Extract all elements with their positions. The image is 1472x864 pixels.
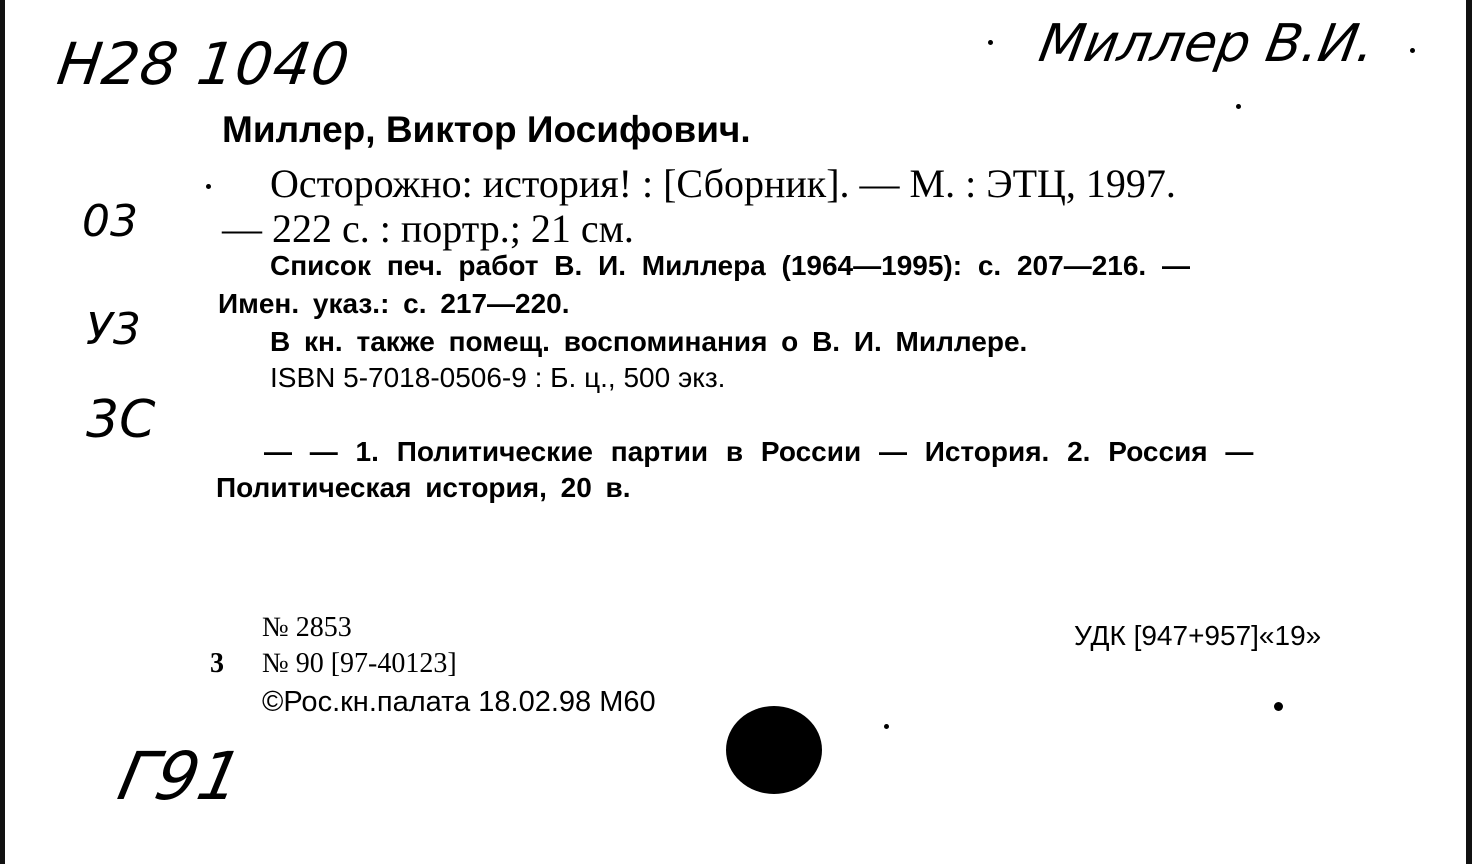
handwritten-author-note: Миллер В.И. [1034,14,1380,74]
footer-udk: УДК [947+957]«19» [1074,620,1322,651]
footer-copyright: ©Рос.кн.палата 18.02.98 М60 [262,686,656,718]
entry-note-line-1: Список печ. работ В. И. Миллера (1964—1995): с. 207—216. — [270,250,1190,281]
ink-dot [1274,702,1283,711]
card-left-edge [0,0,5,864]
entry-isbn: ISBN 5-7018-0506-9 : Б. ц., 500 экз. [270,362,726,393]
entry-subjects-line-2: Политическая история, 20 в. [216,472,631,503]
footer-number-1: № 2853 [262,612,352,643]
handwritten-shelf-mark: Н28 1040 [53,30,355,98]
footer-number-prefix: 3 [210,648,224,679]
ink-dot [988,40,993,45]
ink-dot [206,184,211,189]
entry-note-line-3: В кн. также помещ. воспоминания о В. И. Миллере. [270,326,1028,357]
footer-number-2: № 90 [97-40123] [262,648,457,679]
card-right-edge [1466,0,1472,864]
ink-dot [1236,104,1241,109]
entry-title: Осторожно: история! : [Сборник]. — М. : ЭТЦ, 1997. [270,161,1176,206]
entry-physical-description: — 222 с. : портр.; 21 см. [222,206,634,251]
ink-dot [1410,48,1415,53]
entry-subjects-line-1: — — 1. Политические партии в России — История. 2. Россия — [264,436,1254,467]
handwritten-bottom-code: Г91 [111,738,249,815]
entry-note-line-2: Имен. указ.: с. 217—220. [218,288,570,319]
handwritten-margin-note-1: 03 [82,196,138,247]
handwritten-margin-note-2: У3 [86,304,141,355]
punch-hole [726,706,822,794]
ink-dot [884,724,889,729]
handwritten-margin-note-3: 3С [86,390,156,450]
entry-author: Миллер, Виктор Иосифович. [222,109,751,150]
